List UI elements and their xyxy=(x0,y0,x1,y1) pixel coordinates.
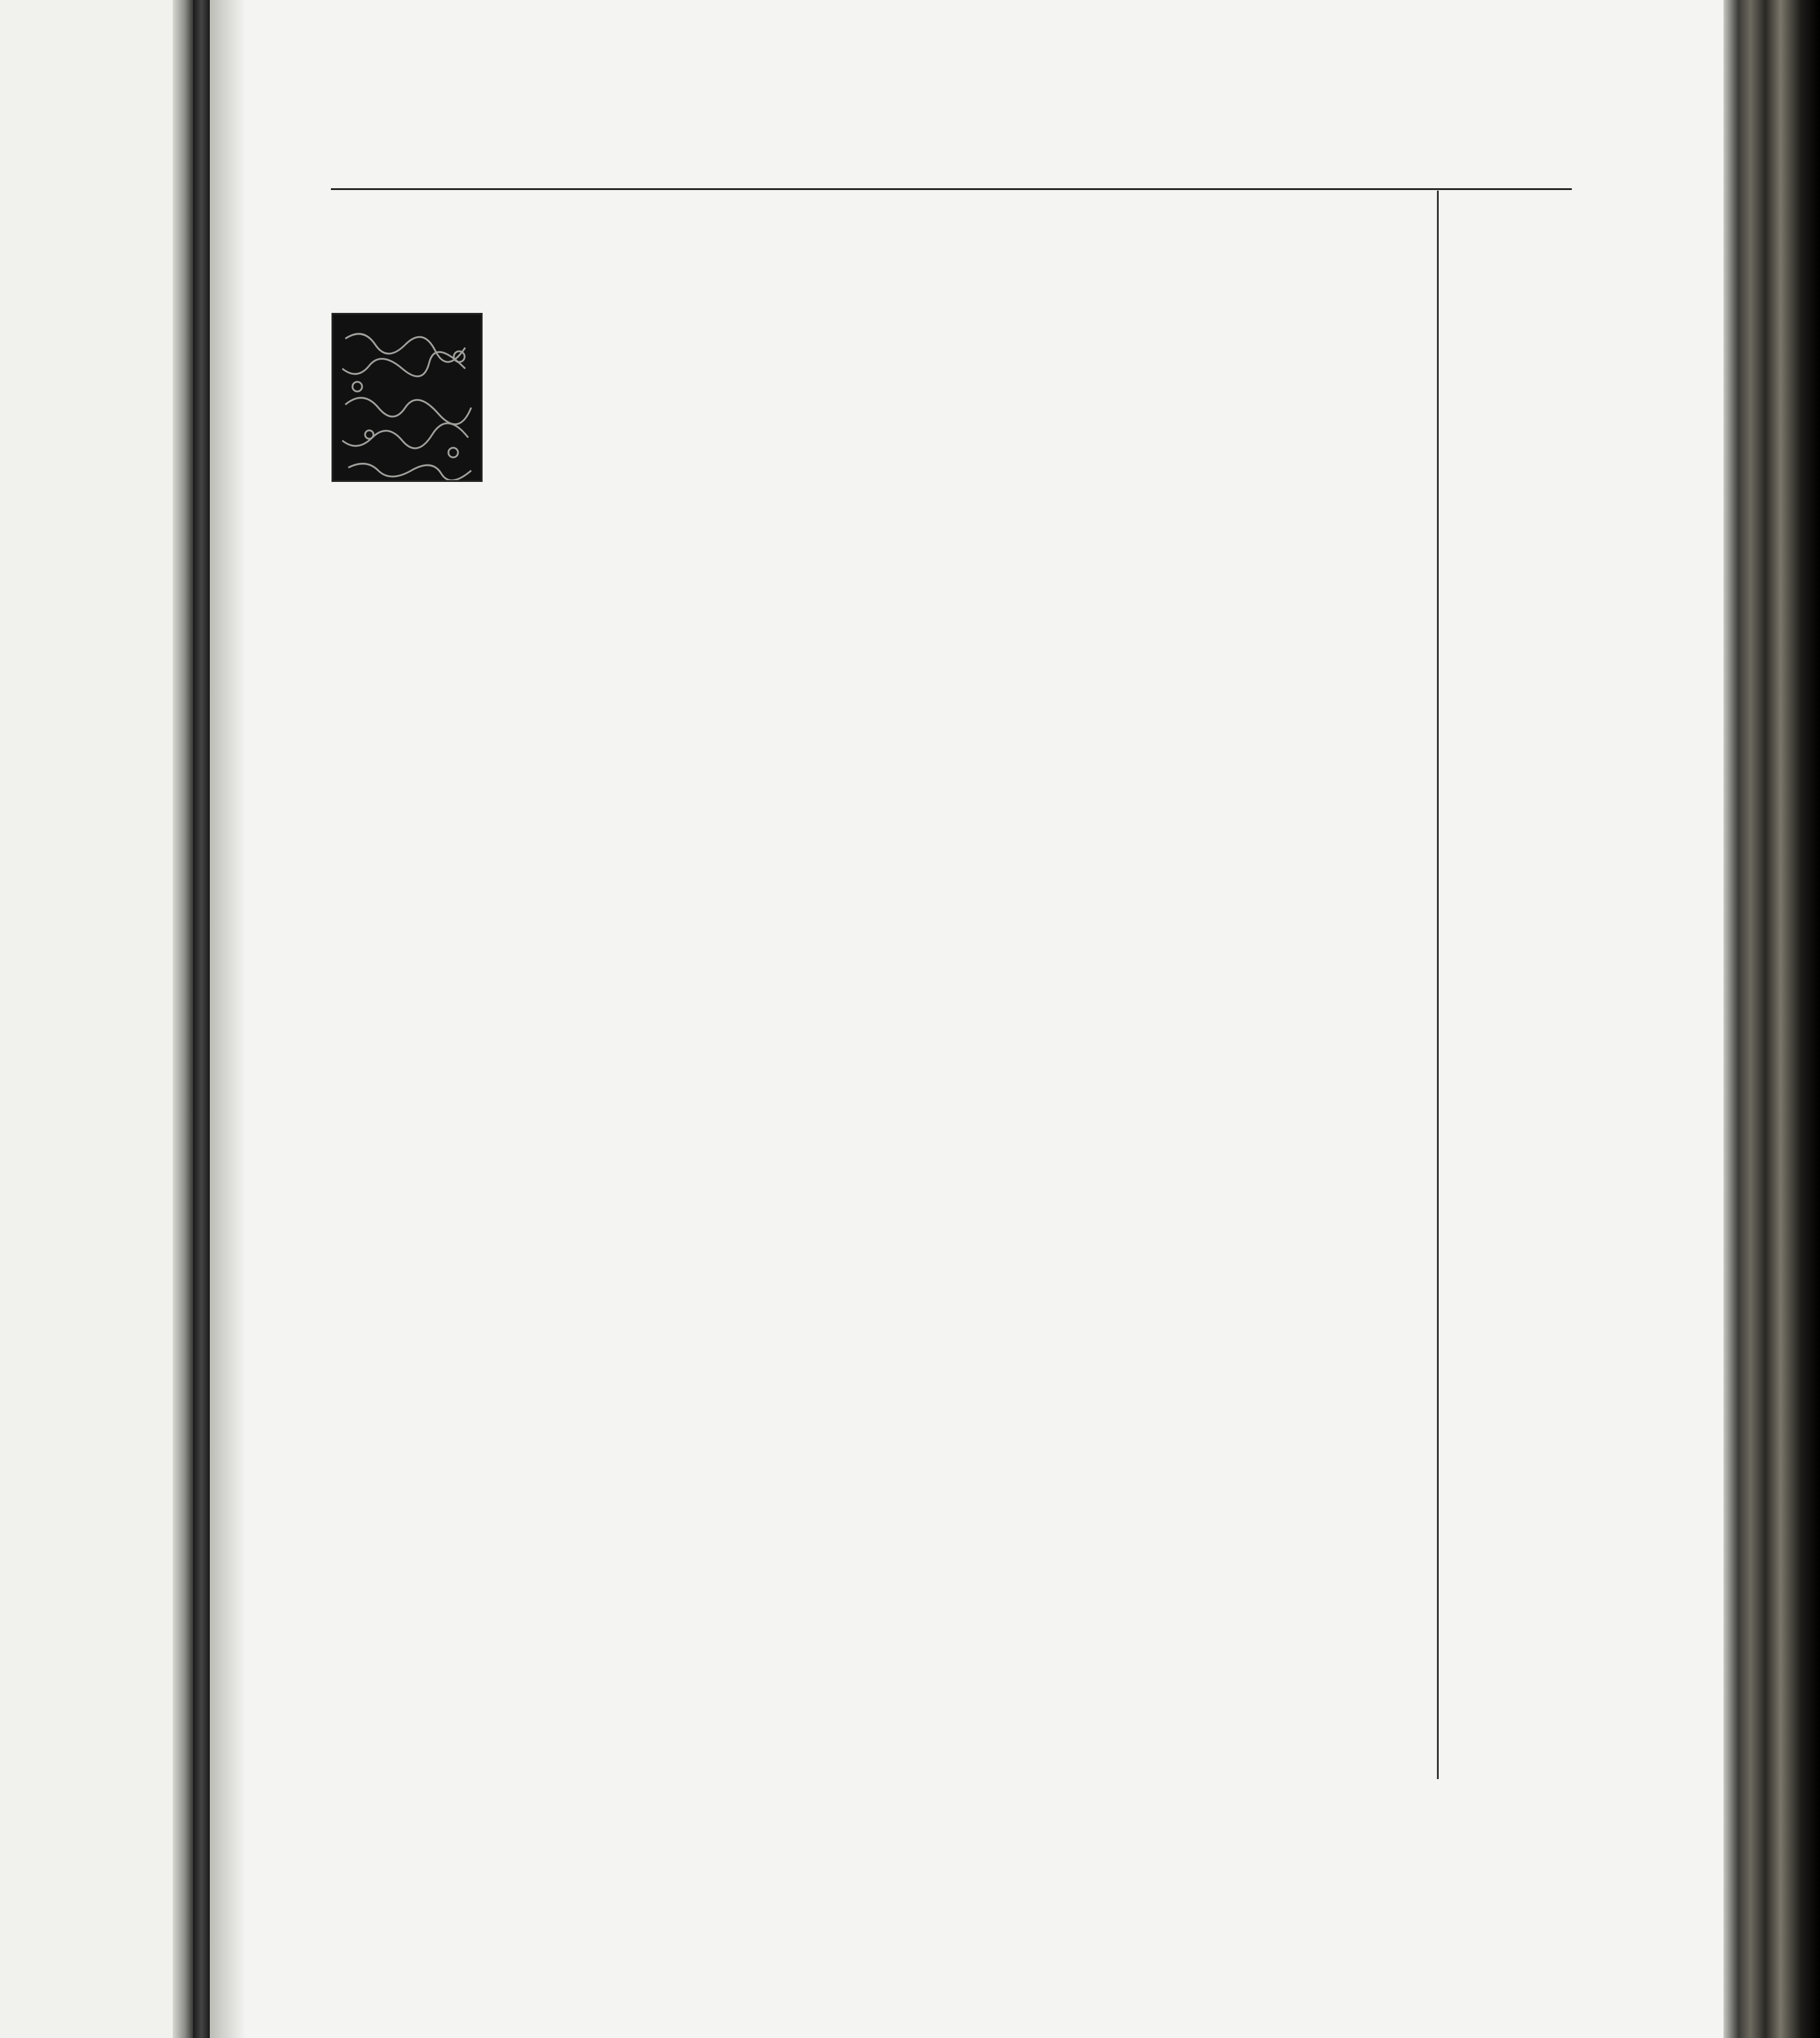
page-edges xyxy=(1723,0,1820,2038)
left-page-gutter xyxy=(173,0,193,2038)
drop-cap-ornament xyxy=(333,315,483,482)
left-fragment xyxy=(0,1630,78,1658)
book-spine xyxy=(193,0,210,2038)
header-rule xyxy=(331,188,1572,190)
facing-left-page xyxy=(0,0,193,2038)
margin-rule xyxy=(1437,191,1439,1779)
drop-cap-initial xyxy=(332,313,483,482)
left-page-text-fragment-last xyxy=(0,1630,78,1658)
main-page xyxy=(210,0,1723,2038)
